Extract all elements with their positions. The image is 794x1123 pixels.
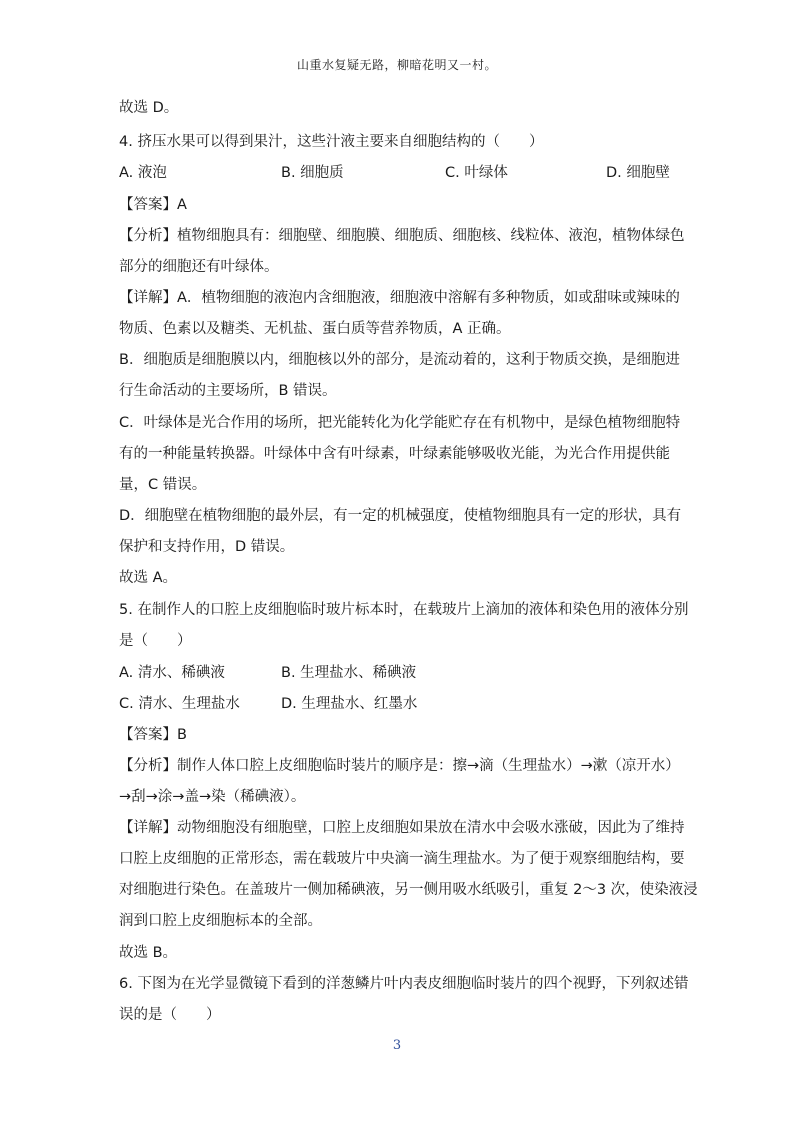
detail-text: 行生命活动的主要场所，B 错误。: [119, 383, 337, 399]
detail-text: 量，C 错误。: [119, 477, 207, 493]
detail-text: 【详解】A．植物细胞的液泡内含细胞液，细胞液中溶解有多种物质，如或甜味或辣味的: [119, 290, 680, 306]
q5-option-a: A. 清水、稀碘液: [119, 665, 225, 681]
detail-text: 有的一种能量转换器。叶绿体中含有叶绿素，叶绿素能够吸收光能，为光合作用提供能: [119, 446, 670, 462]
analysis-text: 【分析】制作人体口腔上皮细胞临时装片的顺序是：擦→滴（生理盐水）→漱（凉开水）: [119, 758, 680, 774]
detail-text: 保护和支持作用，D 错误。: [119, 539, 295, 555]
detail-text: D．细胞壁在植物细胞的最外层，有一定的机械强度，使植物细胞具有一定的形状，具有: [119, 508, 682, 524]
q5-option-b: B. 生理盐水、稀碘液: [281, 665, 417, 681]
q4-option-c: C. 叶绿体: [445, 165, 508, 181]
detail-text: 润到口腔上皮细胞标本的全部。: [119, 913, 322, 929]
text-line: 故选 D。: [119, 100, 179, 116]
analysis-text: →刮→涂→盖→染（稀碘液）。: [119, 789, 306, 805]
analysis-text: 部分的细胞还有叶绿体。: [119, 259, 279, 275]
q4-option-a: A. 液泡: [119, 165, 167, 181]
detail-text: 对细胞进行染色。在盖玻片一侧加稀碘液，另一侧用吸水纸吸引，重复 2～3 次，使染液浸: [119, 882, 698, 898]
q5-option-d: D. 生理盐水、红墨水: [281, 696, 418, 712]
q4-option-d: D. 细胞壁: [606, 165, 670, 181]
q5-option-c: C. 清水、生理盐水: [119, 696, 240, 712]
page-header-motto: 山重水复疑无路，柳暗花明又一村。: [296, 58, 497, 72]
q4-option-b: B. 细胞质: [281, 165, 344, 181]
analysis-text: 【分析】植物细胞具有：细胞壁、细胞膜、细胞质、细胞核、线粒体、液泡，植物体绿色: [119, 228, 685, 244]
question-5-stem: 是（ ）: [119, 633, 192, 649]
question-6-stem: 6. 下图为在光学显微镜下看到的洋葱鳞片叶内表皮细胞临时装片的四个视野，下列叙述错: [119, 976, 689, 992]
question-6-stem: 误的是（ ）: [119, 1007, 221, 1023]
answer-label: 【答案】A: [119, 197, 187, 213]
detail-text: 物质、色素以及糖类、无机盐、蛋白质等营养物质，A 正确。: [119, 321, 511, 337]
answer-label: 【答案】B: [119, 727, 187, 743]
conclusion-text: 故选 A。: [119, 570, 178, 586]
question-5-stem: 5. 在制作人的口腔上皮细胞临时玻片标本时，在载玻片上滴加的液体和染色用的液体分别: [119, 602, 689, 618]
detail-text: C．叶绿体是光合作用的场所，把光能转化为化学能贮存在有机物中，是绿色植物细胞特: [119, 415, 681, 431]
detail-text: B．细胞质是细胞膜以内，细胞核以外的部分，是流动着的，这利于物质交换，是细胞进: [119, 352, 680, 368]
detail-text: 【详解】动物细胞没有细胞壁，口腔上皮细胞如果放在清水中会吸水涨破，因此为了维持: [119, 820, 685, 836]
question-4-stem: 4. 挤压水果可以得到果汁，这些汁液主要来自细胞结构的（ ）: [119, 134, 544, 150]
conclusion-text: 故选 B。: [119, 945, 178, 961]
detail-text: 口腔上皮细胞的正常形态，需在载玻片中央滴一滴生理盐水。为了便于观察细胞结构，要: [119, 851, 685, 867]
page-number: 3: [392, 1038, 402, 1053]
